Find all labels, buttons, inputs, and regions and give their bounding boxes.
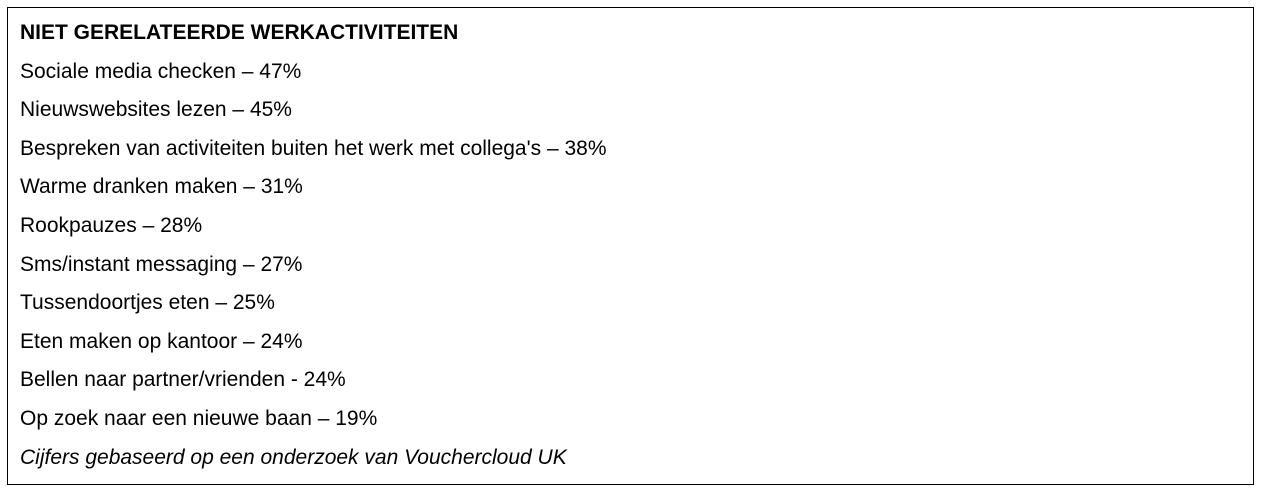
list-item: Op zoek naar een nieuwe baan – 19% <box>20 406 378 430</box>
source-note: Cijfers gebaseerd op een onderzoek van Vouchercloud UK <box>20 445 567 469</box>
list-title: NIET GERELATEERDE WERKACTIVITEITEN <box>20 21 459 44</box>
list-item: Nieuwswebsites lezen – 45% <box>20 98 292 122</box>
list-item: Sms/instant messaging – 27% <box>20 252 303 276</box>
list-item: Eten maken op kantoor – 24% <box>20 329 303 353</box>
list-item: Warme dranken maken – 31% <box>20 175 303 199</box>
list-item: Sociale media checken – 47% <box>20 59 302 83</box>
activities-box <box>7 7 1254 485</box>
list-item: Bespreken van activiteiten buiten het werk met collega's – 38% <box>20 136 607 160</box>
list-item: Bellen naar partner/vrienden - 24% <box>20 368 346 392</box>
list-item: Rookpauzes – 28% <box>20 213 203 237</box>
list-item: Tussendoortjes eten – 25% <box>20 291 275 315</box>
